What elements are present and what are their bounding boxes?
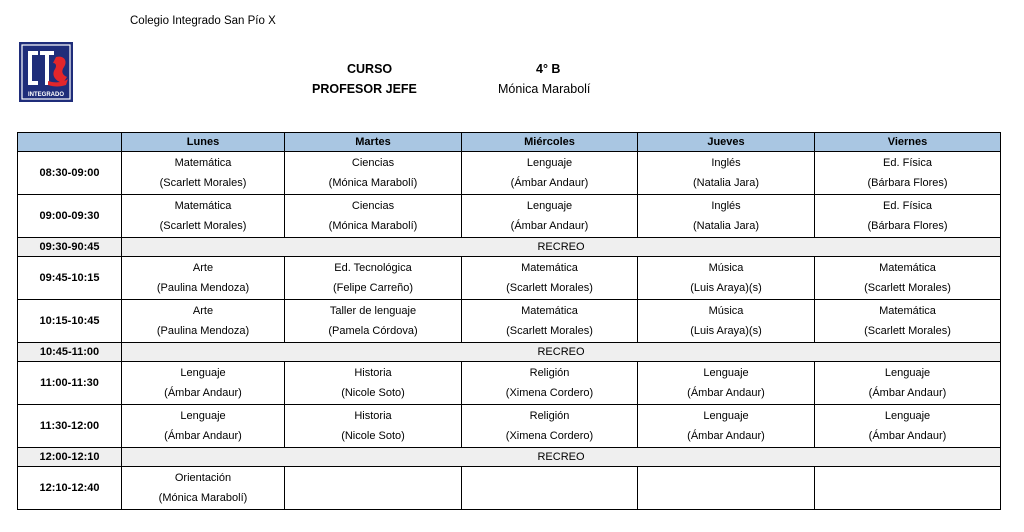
table-row <box>18 362 1001 405</box>
subject: Ed. Física <box>883 157 932 169</box>
break-cell: RECREO <box>122 448 1001 467</box>
subject: Historia <box>354 367 392 379</box>
subject: Lenguaje <box>526 157 573 169</box>
subject: Matemática <box>521 262 578 274</box>
subject: Taller de lenguaje <box>329 305 417 317</box>
table-row <box>18 257 1001 300</box>
teacher: (Ámbar Andaur) <box>687 430 765 442</box>
class-cell <box>462 195 638 238</box>
teacher: (Scarlett Morales) <box>864 325 951 337</box>
class-cell <box>638 405 815 448</box>
class-cell <box>122 405 285 448</box>
subject: Lenguaje <box>703 367 749 379</box>
teacher: (Paulina Mendoza) <box>156 325 250 337</box>
class-cell <box>638 467 815 510</box>
time-cell: 11:00-11:30 <box>18 362 122 405</box>
curso-value: 4° B <box>536 62 561 76</box>
class-cell <box>815 300 1001 343</box>
subject: Música <box>708 305 744 317</box>
time-cell: 08:30-09:00 <box>18 152 122 195</box>
profesor-label: PROFESOR JEFE <box>312 82 417 96</box>
day-header: Lunes <box>122 133 285 152</box>
teacher: (Scarlett Morales) <box>159 177 247 189</box>
class-cell <box>285 362 462 405</box>
class-cell <box>638 152 815 195</box>
teacher: (Felipe Carreño) <box>332 282 414 294</box>
teacher: (Ámbar Andaur) <box>164 430 242 442</box>
time-cell: 12:00-12:10 <box>18 448 122 467</box>
header-row <box>18 133 1001 152</box>
class-cell <box>638 300 815 343</box>
subject: Matemática <box>174 200 232 212</box>
day-header: Martes <box>285 133 462 152</box>
subject: Lenguaje <box>526 200 573 212</box>
time-cell: 11:30-12:00 <box>18 405 122 448</box>
subject: Matemática <box>879 262 936 274</box>
subject: Orientación <box>174 472 232 484</box>
subject: Lenguaje <box>180 410 226 422</box>
subject: Matemática <box>174 157 232 169</box>
class-cell <box>815 467 1001 510</box>
logo-text: INTEGRADO <box>28 92 64 98</box>
class-cell <box>638 362 815 405</box>
teacher: (Pamela Córdova) <box>328 325 418 337</box>
subject: Inglés <box>711 200 741 212</box>
time-cell: 09:45-10:15 <box>18 257 122 300</box>
class-cell <box>815 362 1001 405</box>
class-cell <box>462 405 638 448</box>
class-cell <box>285 405 462 448</box>
day-header: Viernes <box>815 133 1001 152</box>
class-cell <box>122 195 285 238</box>
teacher: (Mónica Marabolí) <box>328 177 418 189</box>
class-cell <box>122 362 285 405</box>
profesor-value: Mónica Marabolí <box>498 82 591 96</box>
teacher: (Luis Araya)(s) <box>690 282 762 294</box>
teacher: (Scarlett Morales) <box>864 282 951 294</box>
teacher: (Ximena Cordero) <box>505 430 594 442</box>
class-cell <box>462 467 638 510</box>
break-cell: RECREO <box>122 238 1001 257</box>
break-row <box>18 448 1001 467</box>
subject: Matemática <box>521 305 578 317</box>
class-cell <box>285 257 462 300</box>
break-row <box>18 343 1001 362</box>
time-cell: 09:30-90:45 <box>18 238 122 257</box>
table-row <box>18 300 1001 343</box>
school-logo <box>18 41 74 103</box>
teacher: (Scarlett Morales) <box>159 220 247 232</box>
class-cell <box>462 257 638 300</box>
teacher: (Scarlett Morales) <box>506 282 593 294</box>
class-cell <box>285 195 462 238</box>
time-cell: 10:15-10:45 <box>18 300 122 343</box>
class-cell <box>122 300 285 343</box>
class-cell <box>122 467 285 510</box>
subject: Historia <box>354 410 392 422</box>
teacher: (Scarlett Morales) <box>506 325 593 337</box>
class-cell <box>815 195 1001 238</box>
day-header: Jueves <box>638 133 815 152</box>
table-row <box>18 467 1001 510</box>
teacher: (Ximena Cordero) <box>505 387 594 399</box>
class-cell <box>285 152 462 195</box>
table-row <box>18 152 1001 195</box>
day-header: Miércoles <box>462 133 638 152</box>
teacher: (Paulina Mendoza) <box>156 282 250 294</box>
subject: Ciencias <box>351 200 395 212</box>
teacher: (Ámbar Andaur) <box>510 177 589 189</box>
subject: Ciencias <box>351 157 395 169</box>
teacher: (Mónica Marabolí) <box>158 492 248 504</box>
class-cell <box>122 152 285 195</box>
teacher: (Mónica Marabolí) <box>328 220 418 232</box>
teacher: (Ámbar Andaur) <box>868 387 947 399</box>
class-cell <box>462 300 638 343</box>
table-row <box>18 195 1001 238</box>
subject: Lenguaje <box>884 410 931 422</box>
class-cell <box>462 362 638 405</box>
subject: Arte <box>192 262 214 274</box>
class-cell <box>285 467 462 510</box>
subject: Inglés <box>711 157 741 169</box>
subject: Religión <box>529 410 570 422</box>
subject: Ed. Física <box>883 200 932 212</box>
school-name: Colegio Integrado San Pío X <box>130 15 276 27</box>
curso-label: CURSO <box>347 62 393 76</box>
class-cell <box>815 405 1001 448</box>
subject: Música <box>708 262 744 274</box>
subject: Lenguaje <box>180 367 226 379</box>
corner-cell <box>18 133 122 152</box>
class-cell <box>815 257 1001 300</box>
teacher: (Nicole Soto) <box>341 430 405 442</box>
teacher: (Bárbara Flores) <box>867 177 948 189</box>
time-cell: 10:45-11:00 <box>18 343 122 362</box>
subject: Lenguaje <box>884 367 931 379</box>
class-cell <box>462 152 638 195</box>
class-cell <box>285 300 462 343</box>
subject: Ed. Tecnológica <box>334 262 412 274</box>
table-row <box>18 405 1001 448</box>
teacher: (Ámbar Andaur) <box>164 387 242 399</box>
teacher: (Natalia Jara) <box>692 177 760 189</box>
teacher: (Ámbar Andaur) <box>868 430 947 442</box>
break-row <box>18 238 1001 257</box>
break-cell: RECREO <box>122 343 1001 362</box>
subject: Lenguaje <box>703 410 749 422</box>
subject: Religión <box>529 367 570 379</box>
teacher: (Nicole Soto) <box>341 387 405 399</box>
schedule-table <box>17 132 1001 510</box>
class-cell <box>638 195 815 238</box>
subject: Arte <box>192 305 214 317</box>
class-cell <box>638 257 815 300</box>
teacher: (Ámbar Andaur) <box>687 387 765 399</box>
time-cell: 12:10-12:40 <box>18 467 122 510</box>
class-cell <box>815 152 1001 195</box>
teacher: (Bárbara Flores) <box>867 220 948 232</box>
teacher: (Ámbar Andaur) <box>510 220 589 232</box>
class-cell <box>122 257 285 300</box>
subject: Matemática <box>879 305 936 317</box>
time-cell: 09:00-09:30 <box>18 195 122 238</box>
teacher: (Luis Araya)(s) <box>690 325 762 337</box>
teacher: (Natalia Jara) <box>692 220 760 232</box>
